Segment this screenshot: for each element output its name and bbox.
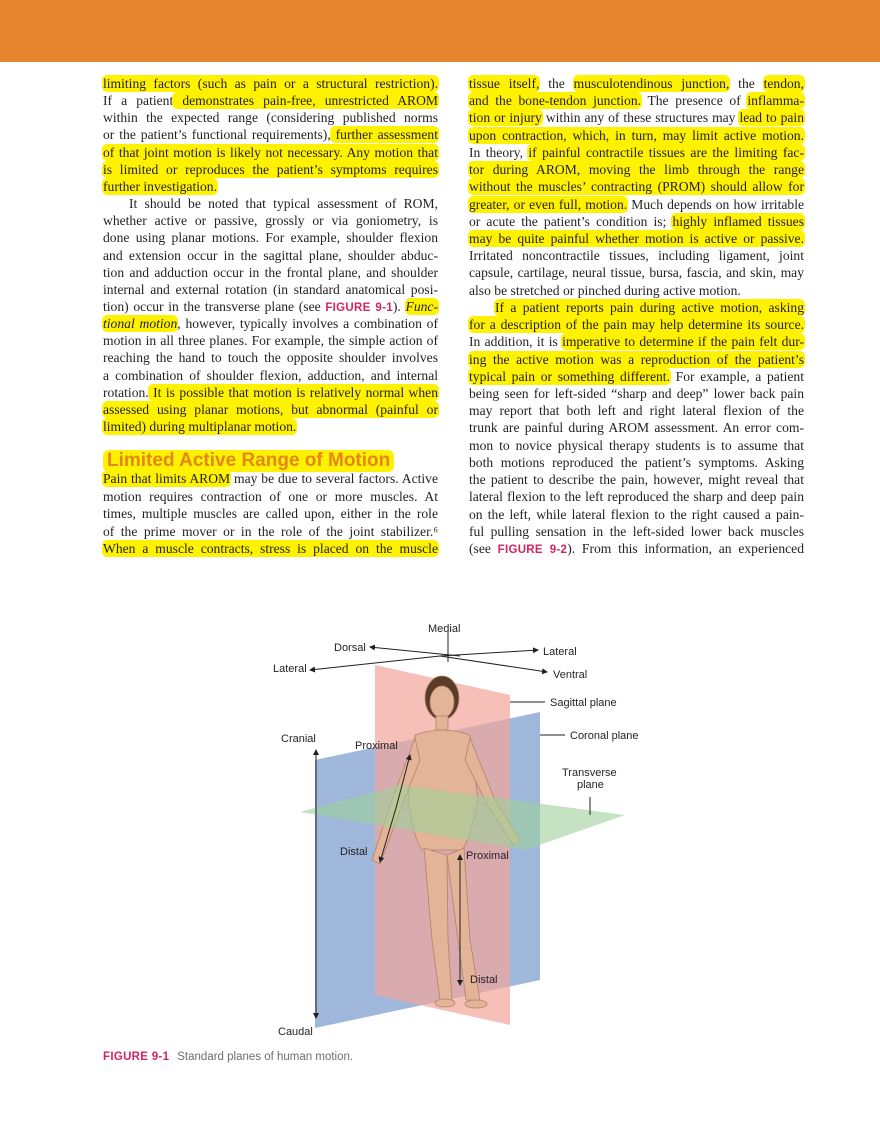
highlighted-text: Pain that limits AROM <box>103 471 231 486</box>
text-segment: reaching the hand to touch the opposite shoulder involves <box>103 350 438 366</box>
label-dorsal: Dorsal <box>334 642 366 654</box>
text-line <box>469 471 804 488</box>
highlighted-text: highly inflamed tissues <box>672 213 805 229</box>
text-segment: In addition, it is <box>469 334 563 350</box>
text-line <box>469 402 804 419</box>
text-line <box>103 401 438 418</box>
label-distal-arm: Distal <box>340 846 368 858</box>
highlighted-text: is limited or reproduces the patient’s symptoms requires <box>103 161 438 177</box>
figure-planes-of-motion <box>0 600 880 1050</box>
text-line <box>469 230 804 247</box>
highlighted-text: When a muscle contracts, stress is placed on the muscle <box>103 541 438 556</box>
text-line <box>469 316 804 333</box>
text-segment: ). <box>392 298 406 314</box>
text-line <box>103 109 438 126</box>
highlighted-text: limiting factors (such as pain or a structural restriction). <box>103 76 438 91</box>
text-segment: the patient to describe the pain, however, might reveal that <box>469 472 804 488</box>
text-line <box>103 298 438 315</box>
text-line <box>469 92 804 109</box>
figure-caption <box>103 1051 353 1063</box>
text-line <box>469 247 804 264</box>
highlighted-text: demonstrates pain-free, unrestricted AROM <box>173 93 438 109</box>
text-segment: It should be noted that typical assessment of ROM, <box>129 196 438 212</box>
label-transverse-plane: Transverse <box>562 767 617 779</box>
highlighted-text: tional motion <box>103 316 178 332</box>
text-line <box>103 367 438 384</box>
highlighted-text: further assessment <box>330 127 438 143</box>
text-line <box>103 126 438 143</box>
text-segment: (see <box>469 540 498 556</box>
text-line <box>103 418 438 435</box>
text-segment: internal and external rotation (in standard anatomical posi- <box>103 281 438 297</box>
highlighted-text: limited) during multiplanar motion. <box>103 419 297 434</box>
text-segment: may report that both left and right lateral flexion of the <box>469 403 804 419</box>
text-segment: tion) occur in the transverse plane (see <box>103 298 326 314</box>
text-line <box>469 333 804 350</box>
text-segment: capsule, cartilage, neural tissue, bursa, fascia, and skin, may <box>469 265 804 281</box>
highlighted-text: Func- <box>405 298 438 314</box>
text-segment: on the left, while lateral flexion to the right caused a pain- <box>469 506 804 522</box>
highlighted-text: lead to pain <box>739 110 804 126</box>
text-segment: may be due to several factors. Active <box>230 471 438 486</box>
text-line <box>469 385 804 402</box>
highlighted-text: upon contraction, which, in turn, may limit active motion. <box>469 127 804 143</box>
highlighted-text: for a description of the pain may help determine its source. <box>469 317 804 333</box>
label-lateral-right: Lateral <box>543 646 577 658</box>
text-line <box>469 178 804 195</box>
text-line <box>103 75 438 92</box>
highlighted-text: musculotendinous junction, <box>573 76 730 91</box>
caption-label: FIGURE 9-1 <box>103 1051 170 1063</box>
label-coronal-plane: Coronal plane <box>570 730 639 742</box>
text-line <box>103 212 438 229</box>
text-line <box>103 229 438 246</box>
label-caudal: Caudal <box>278 1026 313 1038</box>
text-segment: Irritated noncontractile tissues, including ligament, joint <box>469 248 804 264</box>
text-line <box>103 384 438 401</box>
text-line <box>469 282 804 299</box>
highlighted-text: tion or injury <box>469 110 542 126</box>
label-transverse-plane-2: plane <box>577 779 604 791</box>
text-segment: rotation. <box>103 384 149 400</box>
text-line <box>469 109 804 126</box>
text-line <box>103 247 438 264</box>
text-line <box>103 195 438 212</box>
highlighted-text: imperative to determine if the pain felt dur- <box>562 334 804 350</box>
text-line <box>103 92 438 109</box>
text-segment: ful pulling sensation in the left-sided lower back muscles <box>469 523 804 539</box>
text-line <box>103 349 438 366</box>
text-segment: times, multiple muscles are called upon, either in the role <box>103 506 438 521</box>
text-segment: of the prime mover or in the role of the joint stabilizer.⁶ <box>103 523 438 539</box>
highlighted-text: tor during AROM, moving the limb through the range <box>469 162 804 178</box>
text-segment: lateral flexion to the left reproduced the sharp and deep pain <box>469 489 804 505</box>
text-segment: also be stretched or pinched during active motion. <box>469 282 741 298</box>
label-distal-leg: Distal <box>470 974 498 986</box>
text-line <box>103 488 438 505</box>
highlighted-text: may be quite painful whether motion is active or passive. <box>469 230 804 246</box>
text-segment: , however, typically involves a combination of <box>177 316 438 332</box>
text-line <box>103 281 438 298</box>
highlighted-text: if painful contractile tissues are the limiting fac- <box>528 144 804 160</box>
label-proximal-leg: Proximal <box>466 850 509 862</box>
highlighted-text: tissue itself, <box>469 76 540 91</box>
text-segment: done using planar motions. For example, shoulder flexion <box>103 230 438 246</box>
highlighted-text: tendon, <box>763 76 805 91</box>
text-line <box>469 437 804 454</box>
highlighted-text: ing the active motion was a reproduction of the patient’s <box>469 351 804 367</box>
highlighted-text: If a patient reports pain during active motion, asking <box>495 299 804 315</box>
text-line <box>469 196 804 213</box>
highlighted-text: typical pain or something different. <box>469 368 670 384</box>
text-segment: or acute the patient’s condition is; <box>469 213 673 229</box>
text-line <box>469 540 804 557</box>
text-segment: trunk are painful during AROM assessment. An error com- <box>469 420 804 436</box>
text-segment: or the patient’s functional requirements), <box>103 127 331 143</box>
text-line <box>469 264 804 281</box>
highlighted-text: It is possible that motion is relatively normal when <box>148 384 438 400</box>
highlighted-text: assessed using planar motions, but abnormal (painful or <box>103 401 438 417</box>
text-line <box>469 488 804 505</box>
figure-reference-link[interactable]: FIGURE 9-1 <box>325 301 393 314</box>
text-segment: the <box>729 76 764 91</box>
text-line <box>469 506 804 523</box>
header-band <box>0 0 880 62</box>
text-segment: whether active or passive, grossly or via goniometry, is <box>103 213 438 229</box>
text-segment: and extension occur in the sagittal plane, shoulder abduc- <box>103 247 438 263</box>
text-line <box>103 540 438 557</box>
label-medial: Medial <box>428 623 461 635</box>
text-line <box>103 332 438 349</box>
text-line <box>103 315 438 332</box>
figure-reference-link[interactable]: FIGURE 9-2 <box>497 543 568 556</box>
text-segment: mon to novice physical therapy students is to assume that <box>469 437 804 453</box>
label-lateral-left: Lateral <box>273 663 307 675</box>
text-segment: In theory, <box>469 144 529 160</box>
section-heading: Limited Active Range of Motion <box>103 450 394 472</box>
label-ventral: Ventral <box>553 669 588 681</box>
text-segment: The presence of <box>641 93 748 109</box>
text-line <box>103 523 438 540</box>
label-sagittal-plane: Sagittal plane <box>550 697 617 709</box>
highlighted-text: greater, or even full, motion. <box>469 196 628 212</box>
text-segment: motion requires contraction of one or more muscles. At <box>103 488 438 504</box>
text-line <box>103 505 438 522</box>
text-line <box>469 213 804 230</box>
text-line <box>469 368 804 385</box>
text-line <box>469 144 804 161</box>
text-line <box>103 161 438 178</box>
label-proximal-arm: Proximal <box>355 740 398 752</box>
text-segment: within any of these structures may <box>541 110 740 126</box>
text-segment: If a patient <box>103 93 174 109</box>
highlighted-text: and the bone-tendon junction. <box>469 93 642 109</box>
text-line <box>469 523 804 540</box>
text-segment: both motions reproduced the patient’s symptoms. Asking <box>469 454 804 470</box>
text-line <box>469 127 804 144</box>
text-line <box>103 144 438 161</box>
text-segment: ). From this information, an experienced <box>567 540 804 556</box>
text-line <box>469 351 804 368</box>
text-segment: tion and adduction occur in the frontal plane, and shoulder <box>103 264 438 280</box>
highlighted-text: without the muscles’ contracting (PROM) should allow for <box>469 179 804 195</box>
text-segment: a combination of shoulder flexion, adduction, and internal <box>103 367 438 383</box>
caption-text: Standard planes of human motion. <box>177 1051 354 1063</box>
text-segment: For example, a patient <box>669 368 805 384</box>
highlighted-text: of that joint motion is likely not necessary. Any motion that <box>103 144 438 160</box>
text-line <box>103 470 438 487</box>
label-cranial: Cranial <box>281 733 316 745</box>
highlighted-text: inflamma- <box>747 93 804 109</box>
highlighted-text: further investigation. <box>103 178 218 194</box>
text-line <box>103 264 438 281</box>
text-segment: within the expected range (considering published norms <box>103 110 438 126</box>
text-line <box>469 161 804 178</box>
text-segment: the <box>539 76 574 91</box>
text-segment: being seen for left-sided “sharp and deep” lower back pain <box>469 385 804 401</box>
text-line <box>469 299 804 316</box>
text-segment: motion in all three planes. For example, the simple action of <box>103 333 438 349</box>
text-line <box>469 75 804 92</box>
text-line <box>469 419 804 436</box>
text-segment: Much depends on how irritable <box>627 196 805 212</box>
text-line <box>469 454 804 471</box>
text-line <box>103 178 438 195</box>
